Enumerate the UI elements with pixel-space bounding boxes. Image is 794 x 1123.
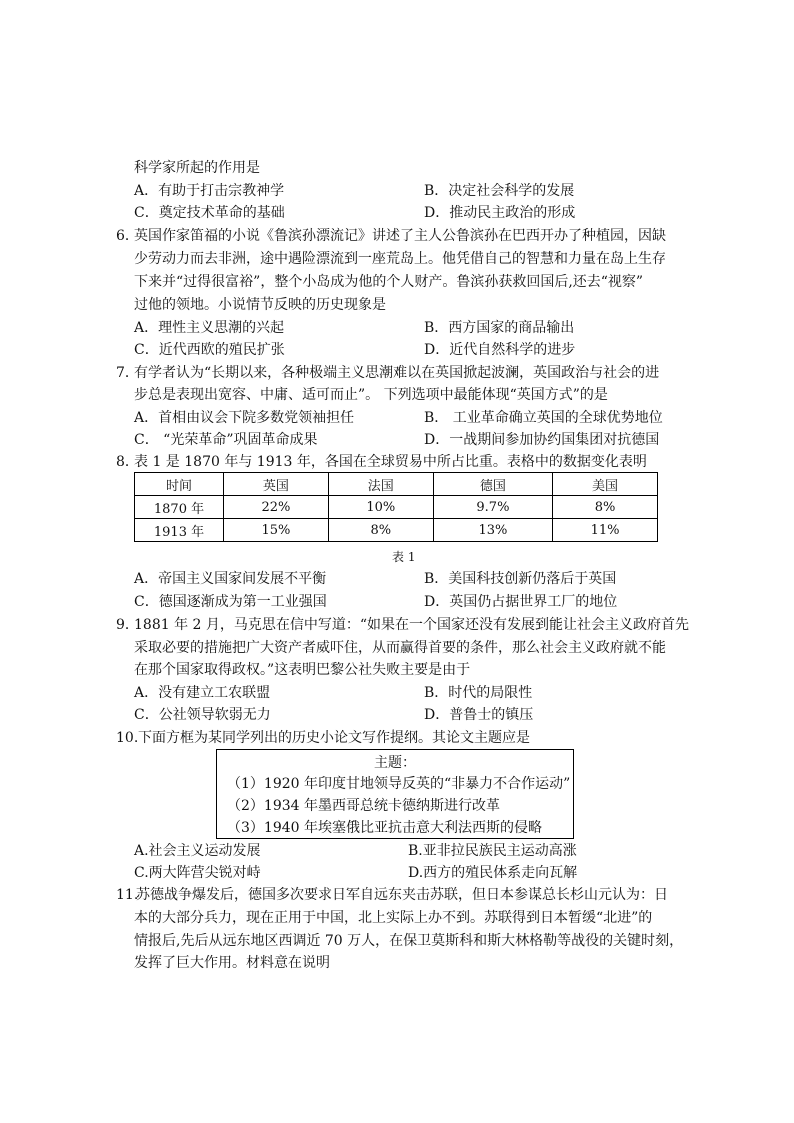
- table-row: [135, 519, 658, 542]
- table-header-row: [135, 473, 658, 496]
- q8-option-b: B．美国科技创新仍落后于英国: [424, 571, 617, 587]
- q9-number: 9．: [116, 617, 139, 633]
- q7-option-a: A．首相由议会下院多数党领袖担任: [134, 410, 355, 426]
- q6-option-c: C．近代西欧的殖民扩张: [134, 342, 285, 358]
- q10-number: 10.: [116, 730, 139, 746]
- table-header-cell: 英国: [224, 473, 329, 496]
- q6-option-a: A．理性主义思潮的兴起: [134, 320, 285, 336]
- q5-option-b: B．决定社会科学的发展: [424, 183, 575, 199]
- q5-option-d: D．推动民主政治的形成: [424, 205, 576, 221]
- outline-box-title: 主题：: [374, 755, 416, 771]
- q9-text-line: 1881 年 2 月，马克思在信中写道：“如果在一个国家还没有发展到能让社会主义政府首先: [134, 617, 690, 633]
- q9-text-line: 采取必要的措施把广大资产者威吓住，从而赢得首要的条件，那么社会主义政府就不能: [134, 640, 666, 656]
- q10-text-line: 下面方框为某同学列出的历史小论文写作提纲。其论文主题应是: [138, 730, 530, 746]
- q10-option-a: A.社会主义运动发展: [134, 843, 261, 859]
- table-cell: 13%: [433, 519, 552, 542]
- q9-text-line: 在那个国家取得政权。”这表明巴黎公社失败主要是由于: [134, 662, 471, 678]
- q11-text-line: 本的大部分兵力，现在正用于中国，北上实际上办不到。苏联得到日本暂缓“北进”的: [134, 910, 653, 926]
- q10-option-d: D.西方的殖民体系走向瓦解: [408, 865, 578, 881]
- q5-text-line: 科学家所起的作用是: [134, 160, 260, 176]
- q11-text-line: 苏德战争爆发后，德国多次要求日军自远东夹击苏联，但日本参谋总长杉山元认为：日: [136, 887, 668, 903]
- outline-item: （3）1940 年埃塞俄比亚抗击意大利法西斯的侵略: [227, 820, 542, 836]
- q7-option-c: C． “光荣革命”巩固革命成果: [134, 432, 318, 448]
- table-header-cell: 美国: [553, 473, 658, 496]
- q6-text-line: 少劳动力而去非洲，途中遇险漂流到一座荒岛上。他凭借自己的智慧和力量在岛上生存: [134, 251, 666, 267]
- q6-text-line: 下来并“过得很富裕”，整个小岛成为他的个人财产。鲁滨孙获救回国后,还去“视察”: [134, 274, 644, 290]
- q10-option-b: B.亚非拉民族民主运动高涨: [408, 843, 577, 859]
- table-cell: 1913 年: [135, 519, 224, 542]
- q6-option-b: B．西方国家的商品输出: [424, 320, 575, 336]
- q9-option-a: A．没有建立工农联盟: [134, 685, 271, 701]
- q7-text-line: 步总是表现出宽容、中庸、适可而止”。 下列选项中最能体现“英国方式”的是: [134, 387, 608, 403]
- q8-number: 8．: [116, 454, 139, 470]
- outline-item: （1）1920 年印度甘地领导反英的“非暴力不合作运动”: [227, 776, 571, 792]
- q10-option-c: C.两大阵营尖锐对峙: [134, 865, 261, 881]
- q11-number: 11.: [116, 887, 139, 903]
- outline-box: [216, 749, 574, 839]
- q7-option-d: D．一战期间参加协约国集团对抗德国: [424, 432, 660, 448]
- q9-option-c: C．公社领导软弱无力: [134, 707, 271, 723]
- q9-option-b: B．时代的局限性: [424, 685, 533, 701]
- table-cell: 1870 年: [135, 496, 224, 519]
- q11-text-line: 情报后,先后从远东地区西调近 70 万人，在保卫莫斯科和斯大林格勒等战役的关键时刻，: [134, 933, 684, 949]
- table-row: [135, 496, 658, 519]
- table-cell: 8%: [553, 496, 658, 519]
- table-header-cell: 法国: [328, 473, 433, 496]
- q7-number: 7．: [116, 365, 139, 381]
- table-caption: 表 1: [392, 550, 416, 564]
- q5-option-a: A．有助于打击宗教神学: [134, 183, 285, 199]
- q6-text-line: 英国作家笛福的小说《鲁滨孙漂流记》讲述了主人公鲁滨孙在巴西开办了种植园，因缺: [134, 228, 666, 244]
- table-cell: 22%: [224, 496, 329, 519]
- table-header-cell: 时间: [135, 473, 224, 496]
- data-table: [134, 472, 658, 542]
- q8-option-a: A．帝国主义国家间发展不平衡: [134, 571, 327, 587]
- q6-text-line: 过他的领地。小说情节反映的历史现象是: [134, 297, 386, 313]
- outline-item: （2）1934 年墨西哥总统卡德纳斯进行改革: [227, 798, 500, 814]
- table-cell: 9.7%: [433, 496, 552, 519]
- table-cell: 8%: [328, 519, 433, 542]
- table-cell: 11%: [553, 519, 658, 542]
- table-header-cell: 德国: [433, 473, 552, 496]
- q8-option-c: C．德国逐渐成为第一工业强国: [134, 594, 327, 610]
- table-cell: 10%: [328, 496, 433, 519]
- q6-number: 6．: [116, 228, 139, 244]
- q8-text-line: 表 1 是 1870 年与 1913 年，各国在全球贸易中所占比重。表格中的数据变化表明: [134, 454, 647, 470]
- q5-option-c: C．奠定技术革命的基础: [134, 205, 285, 221]
- q7-text-line: 有学者认为“长期以来，各种极端主义思潮难以在英国掀起波澜，英国政治与社会的进: [134, 365, 660, 381]
- q9-option-d: D．普鲁士的镇压: [424, 707, 534, 723]
- table-cell: 15%: [224, 519, 329, 542]
- q11-text-line: 发挥了巨大作用。材料意在说明: [134, 955, 330, 971]
- q6-option-d: D．近代自然科学的进步: [424, 342, 576, 358]
- q7-option-b: B． 工业革命确立英国的全球优势地位: [424, 410, 663, 426]
- q8-option-d: D．英国仍占据世界工厂的地位: [424, 594, 618, 610]
